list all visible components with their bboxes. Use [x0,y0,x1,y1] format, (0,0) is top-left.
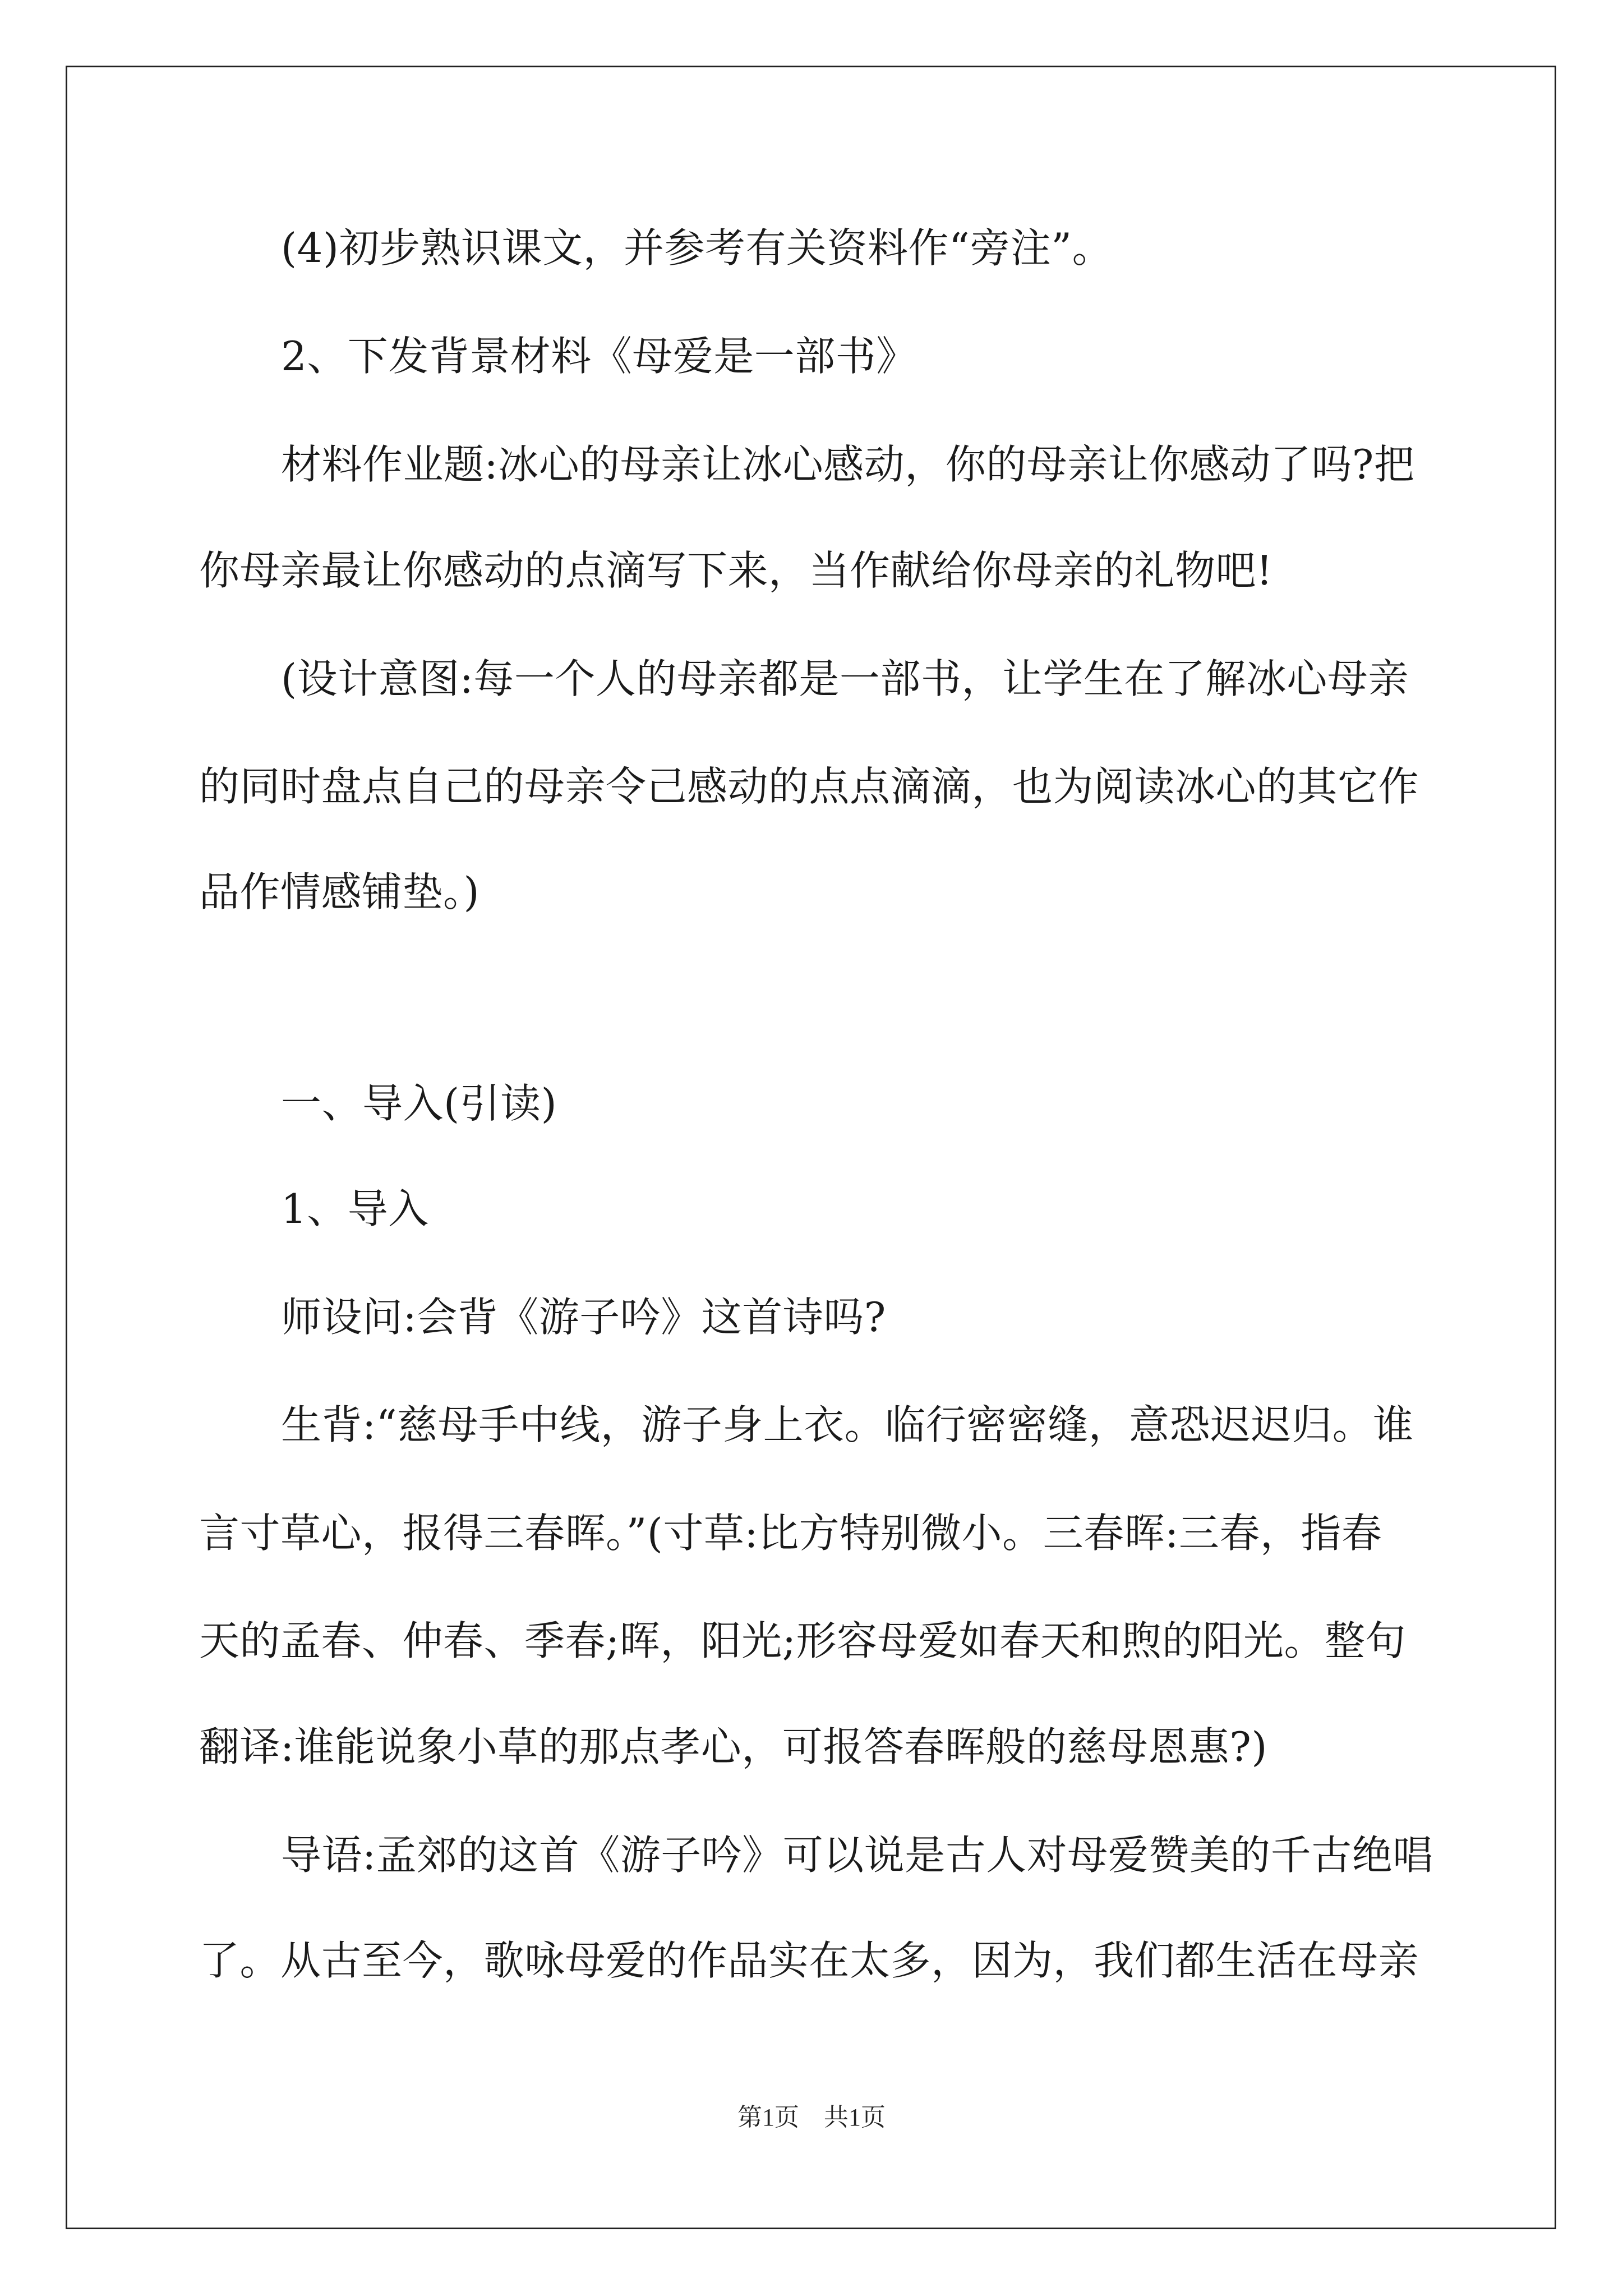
paragraph-line: 导语:孟郊的这首《游子吟》可以说是古人对母爱赞美的千古绝唱 [281,1832,1433,1879]
paragraph-line: 翻译:谁能说象小草的那点孝心，可报答春晖般的慈母恩惠?) [199,1723,1267,1770]
paragraph-line: 师设问:会背《游子吟》这首诗吗? [281,1294,886,1341]
paragraph-line: 材料作业题:冰心的母亲让冰心感动，你的母亲让你感动了吗?把 [281,441,1415,488]
subsection-heading: 1、导入 [281,1185,429,1232]
paragraph-line: 你母亲最让你感动的点滴写下来，当作献给你母亲的礼物吧! [199,547,1273,594]
section-heading: 一、导入(引读) [281,1080,557,1127]
paragraph-line: (设计意图:每一个人的母亲都是一部书，让学生在了解冰心母亲 [281,655,1409,702]
page-border [66,66,1556,2229]
paragraph-line: 天的孟春、仲春、季春;晖，阳光;形容母爱如春天和煦的阳光。整句 [199,1617,1407,1664]
page-number-footer: 第1页 共1页 [737,2104,886,2131]
paragraph-line: 的同时盘点自己的母亲令己感动的点点滴滴，也为阅读冰心的其它作 [199,763,1419,810]
paragraph-line: 2、下发背景材料《母爱是一部书》 [281,333,917,380]
paragraph-line: 言寸草心，报得三春晖。”(寸草:比方特别微小。三春晖:三春，指春 [199,1510,1382,1557]
paragraph-line: 品作情感铺垫。) [199,868,480,915]
paragraph-line: 生背:“慈母手中线，游子身上衣。临行密密缝，意恐迟迟归。谁 [281,1401,1414,1448]
paragraph-line: (4)初步熟识课文，并参考有关资料作“旁注”。 [281,224,1113,272]
paragraph-line: 了。从古至今，歌咏母爱的作品实在太多，因为，我们都生活在母亲 [199,1937,1419,1984]
